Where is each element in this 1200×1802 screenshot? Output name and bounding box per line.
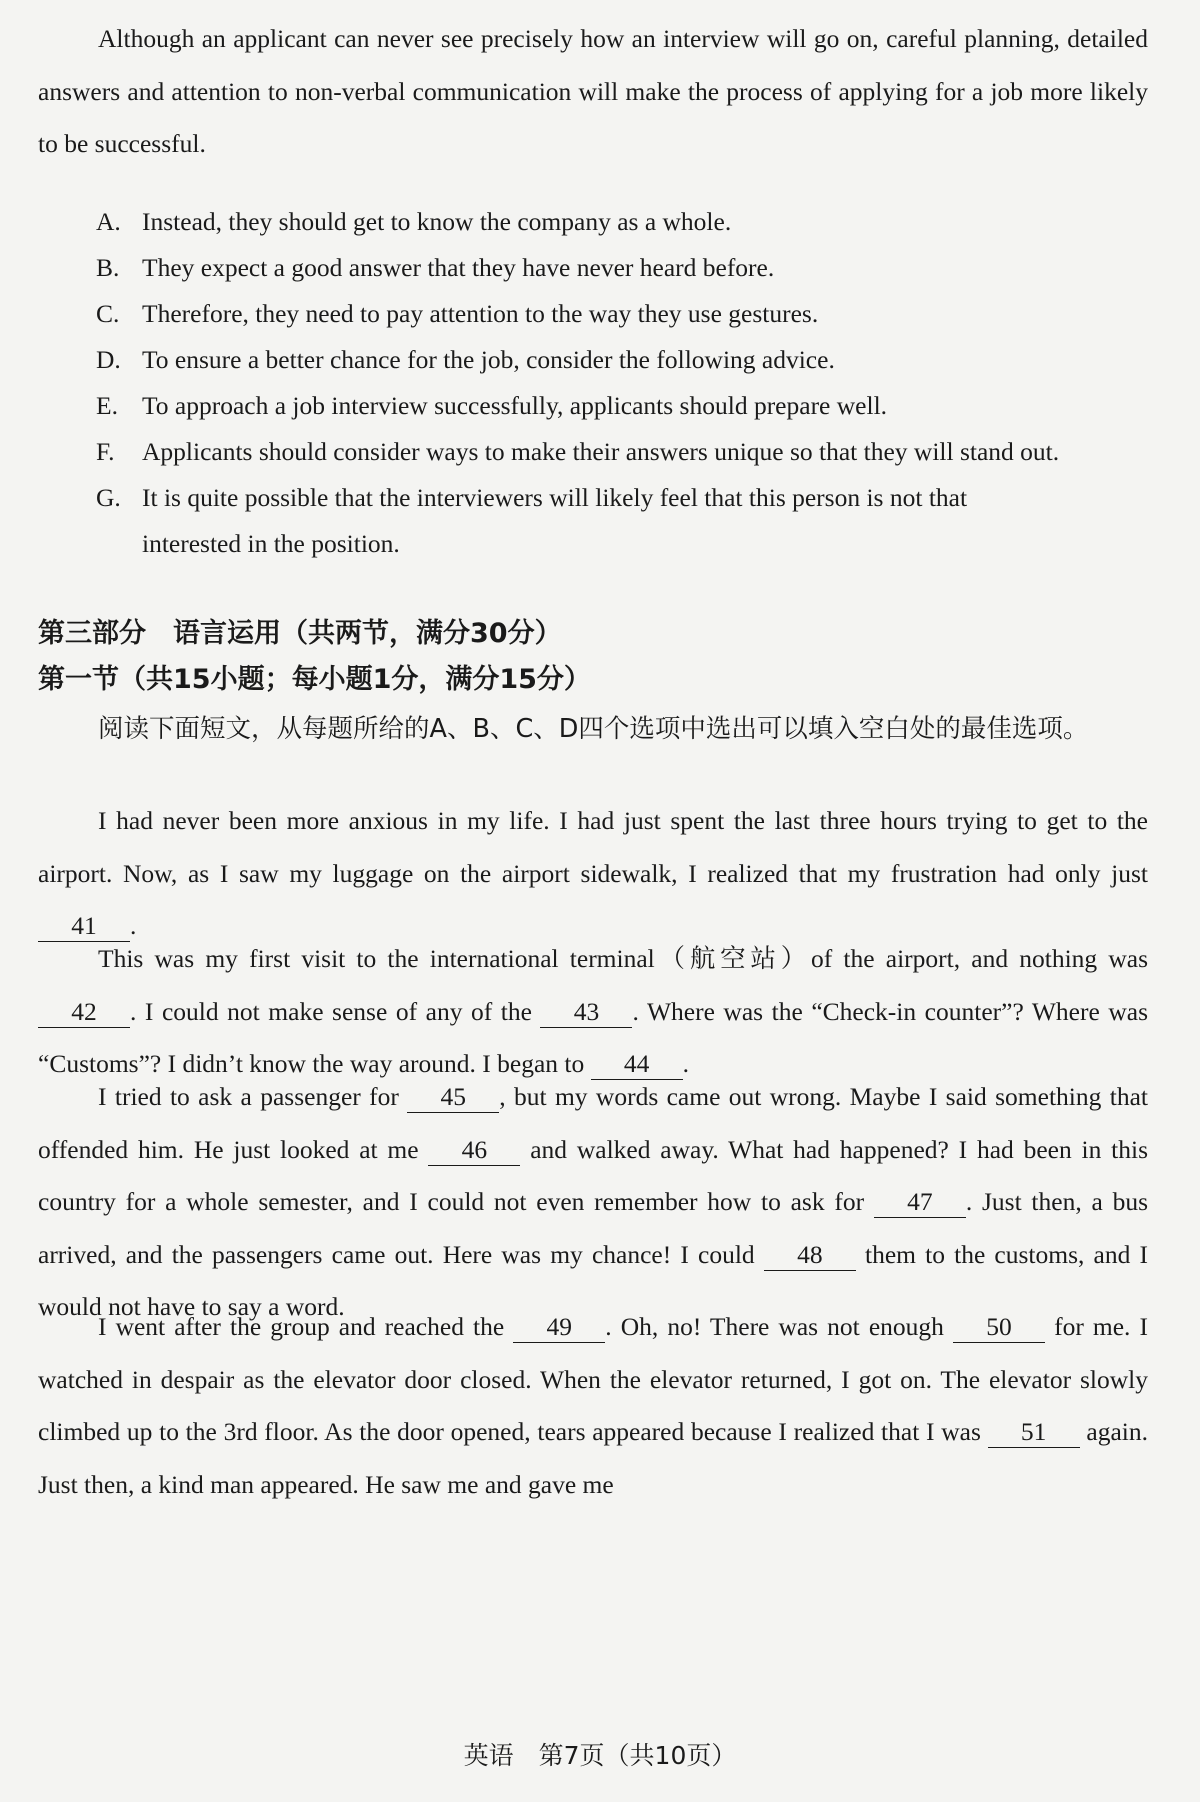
option-text: To approach a job interview successfully, applicants should prepare well. bbox=[142, 391, 888, 420]
option-text: They expect a good answer that they have never heard before. bbox=[142, 253, 775, 282]
option-letter: B. bbox=[96, 253, 120, 282]
option-letter: A. bbox=[96, 207, 121, 236]
blank-47: 47 bbox=[874, 1187, 966, 1218]
section-three-title: 第三部分 语言运用（共两节，满分30分） bbox=[38, 618, 562, 649]
blank-50: 50 bbox=[953, 1312, 1045, 1343]
section-one-title: 第一节（共15小题；每小题1分，满分15分） bbox=[38, 664, 591, 695]
passage-paragraph-2 bbox=[38, 933, 1148, 1091]
passage-paragraph-4 bbox=[38, 1301, 1148, 1511]
option-letter: F. bbox=[96, 437, 115, 466]
text-run: , but my words came out wrong. Maybe I said something that offended him. He just looked at me bbox=[38, 1082, 1148, 1164]
blank-42: 42 bbox=[38, 997, 130, 1028]
text-run: . Oh, no! There was not enough bbox=[605, 1312, 953, 1341]
passage-paragraph-3 bbox=[38, 1071, 1148, 1334]
blank-51: 51 bbox=[988, 1417, 1080, 1448]
option-g-continuation bbox=[96, 518, 1148, 571]
option-d bbox=[96, 334, 1148, 387]
passage-conclusion: Although an applicant can never see precisely how an interview will go on, careful planning, detailed answers and attention to non-verbal communication will make the process of applying for a job more likely to be successful. bbox=[38, 24, 1148, 158]
option-g bbox=[96, 472, 1148, 525]
blank-46: 46 bbox=[428, 1135, 520, 1166]
text-run: . Where was the “Check-in counter”? Where was “Customs”? I didn’t know the way around. I began to bbox=[38, 996, 1149, 1078]
text-run: I tried to ask a passenger for bbox=[98, 1082, 408, 1111]
option-letter: E. bbox=[96, 391, 118, 420]
page-footer: 英语 第7页（共10页） bbox=[463, 1741, 737, 1770]
text-run: again. Just then, a kind man appeared. He saw me and gave me bbox=[38, 1417, 1148, 1499]
text-run: . bbox=[682, 1049, 689, 1078]
option-text: To ensure a better chance for the job, consider the following advice. bbox=[142, 345, 835, 374]
option-text: Therefore, they need to pay attention to the way they use gestures. bbox=[142, 299, 819, 328]
instructions: 阅读下面短文，从每题所给的A、B、C、D四个选项中选出可以填入空白处的最佳选项。 bbox=[98, 714, 1089, 744]
blank-43: 43 bbox=[540, 997, 632, 1028]
blank-49: 49 bbox=[513, 1312, 605, 1343]
option-e bbox=[96, 380, 1148, 433]
text-run: for me. I watched in despair as the elevator door closed. When the elevator returned, I got on. The elevator slowly climbed up to the 3rd floor. As the door opened, tears appeared because I realized that I was bbox=[38, 1312, 1148, 1446]
text-run: and walked away. What had happened? I had been in this country for a whole semester, and I could not even remember how to ask for bbox=[38, 1134, 1148, 1216]
option-letter: D. bbox=[96, 345, 121, 374]
blank-44: 44 bbox=[591, 1049, 683, 1080]
blank-45: 45 bbox=[407, 1082, 499, 1113]
text-run: them to the customs, and I would not have to say a word. bbox=[38, 1239, 1148, 1321]
option-text-cont: interested in the position. bbox=[142, 529, 400, 558]
text-run: I had never been more anxious in my life. I had just spent the last three hours trying to get to the airport. Now, as I saw my luggage on the airport sidewalk, I realized that my frustration had only just bbox=[38, 806, 1148, 888]
text-run: I went after the group and reached the bbox=[98, 1312, 514, 1341]
blank-41: 41 bbox=[38, 911, 130, 942]
option-f bbox=[96, 426, 1148, 479]
text-run: This was my first visit to the international terminal（航空站）of the airport, and nothing was bbox=[98, 944, 1148, 973]
blank-48: 48 bbox=[764, 1240, 856, 1271]
option-a bbox=[96, 196, 1148, 249]
option-c bbox=[96, 288, 1148, 341]
option-text: Instead, they should get to know the company as a whole. bbox=[142, 207, 732, 236]
option-text: It is quite possible that the interviewers will likely feel that this person is not that bbox=[142, 483, 968, 512]
text-run: . bbox=[130, 911, 137, 940]
text-run: . Just then, a bus arrived, and the passengers came out. Here was my chance! I could bbox=[38, 1187, 1148, 1269]
option-letter: G. bbox=[96, 483, 121, 512]
option-letter: C. bbox=[96, 299, 120, 328]
passage-paragraph-1 bbox=[38, 795, 1148, 953]
option-text: Applicants should consider ways to make their answers unique so that they will stand out. bbox=[142, 437, 1060, 466]
text-run: . I could not make sense of any of the bbox=[130, 996, 541, 1026]
option-b bbox=[96, 242, 1148, 295]
